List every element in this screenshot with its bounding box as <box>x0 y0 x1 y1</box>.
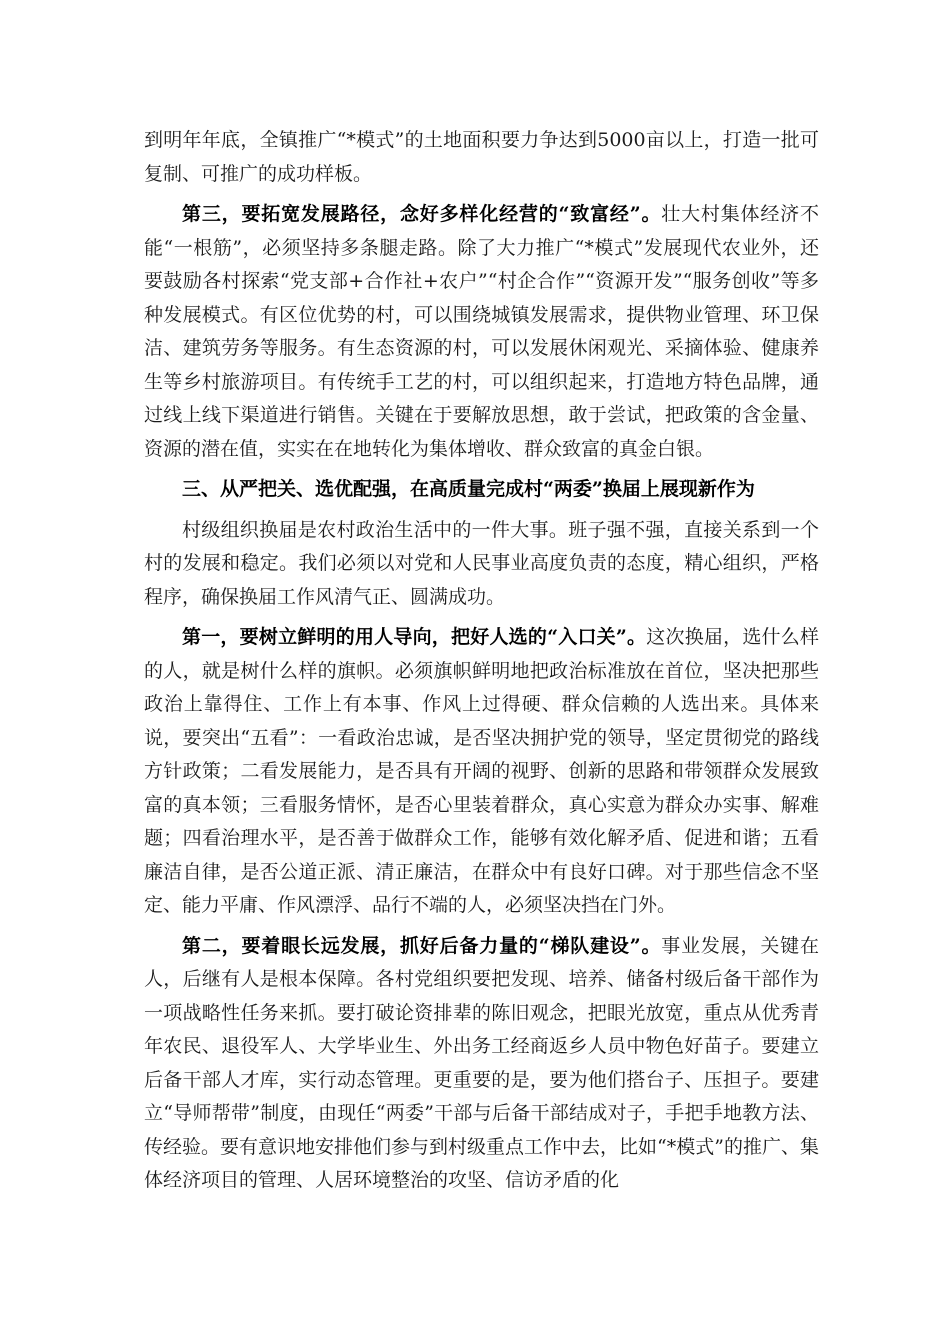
paragraph-text: 这次换届，选什么样的人，就是树什么样的旗帜。必须旗帜鲜明地把政治标准放在首位，坚决把那些政治上靠得住、工作上有本事、作风上过得硬、群众信赖的人选出来。具体来说，要突出“五看”：一看政治忠诚，是否坚决拥护党的领导，坚定贯彻党的路线方针政策；二看发展能力，是否具有开阔的视野、创新的思路和带领群众发展致富的真本领；三看服务情怀，是否心里装着群众，真心实意为群众办实事、解难题；四看治理水平，是否善于做群众工作，能够有效化解矛盾、促进和谐；五看廉洁自律，是否公道正派、清正廉洁，在群众中有良好口碑。对于那些信念不坚定、能力平庸、作风漂浮、品行不端的人，必须坚决挡在门外。 <box>144 626 819 916</box>
paragraph-lead: 第三，要拓宽发展路径，念好多样化经营的“致富经”。 <box>182 203 662 225</box>
paragraph-text: 村级组织换届是农村政治生活中的一件大事。班子强不强，直接关系到一个村的发展和稳定。我们必须以对党和人民事业高度负责的态度，精心组织，严格程序，确保换届工作风清气正、圆满成功。 <box>144 518 819 608</box>
paragraph-text: 事业发展，关键在人，后继有人是根本保障。各村党组织要把发现、培养、储备村级后备干部作为一项战略性任务来抓。要打破论资排辈的陈旧观念，把眼光放宽，重点从优秀青年农民、退役军人、大学毕业生、外出务工经商返乡人员中物色好苗子。要建立后备干部人才库，实行动态管理。更重要的是，要为他们搭台子、压担子。要建立“导师帮带”制度，由现任“两委”干部与后备干部结成对子，手把手地教方法、传经验。要有意识地安排他们参与到村级重点工作中去，比如“*模式”的推广、集体经济项目的管理、人居环境整治的攻坚、信访矛盾的化 <box>144 934 819 1191</box>
paragraph-second-point <box>144 930 819 1198</box>
paragraph-lead: 第一，要树立鲜明的用人导向，把好人选的“入口关”。 <box>182 626 647 648</box>
document-body <box>144 124 819 1205</box>
paragraph-text: 到明年年底，全镇推广“*模式”的土地面积要力争达到5000亩以上，打造一批可复制、可推广的成功样板。 <box>144 129 819 185</box>
paragraph-continuation <box>144 124 819 191</box>
paragraph-third-point <box>144 198 819 466</box>
paragraph-text: 壮大村集体经济不能“一根筋”，必须坚持多条腿走路。除了大力推广“*模式”发展现代农业外，还要鼓励各村探索“党支部+合作社+农户”“村企合作”“资源开发”“服务创收”等多种发展模式。有区位优势的村，可以围绕城镇发展需求，提供物业管理、环卫保洁、建筑劳务等服务。有生态资源的村，可以发展休闲观光、采摘体验、健康养生等乡村旅游项目。有传统手工艺的村，可以组织起来，打造地方特色品牌，通过线上线下渠道进行销售。关键在于要解放思想，敢于尝试，把政策的含金量、资源的潜在值，实实在在地转化为集体增收、群众致富的真金白银。 <box>144 203 819 460</box>
paragraph-lead: 第二，要着眼长远发展，抓好后备力量的“梯队建设”。 <box>182 934 662 957</box>
section-heading: 三、从严把关、选优配强，在高质量完成村“两委”换届上展现新作为 <box>182 478 755 500</box>
paragraph-first-point <box>144 621 819 923</box>
paragraph-intro <box>144 514 819 615</box>
